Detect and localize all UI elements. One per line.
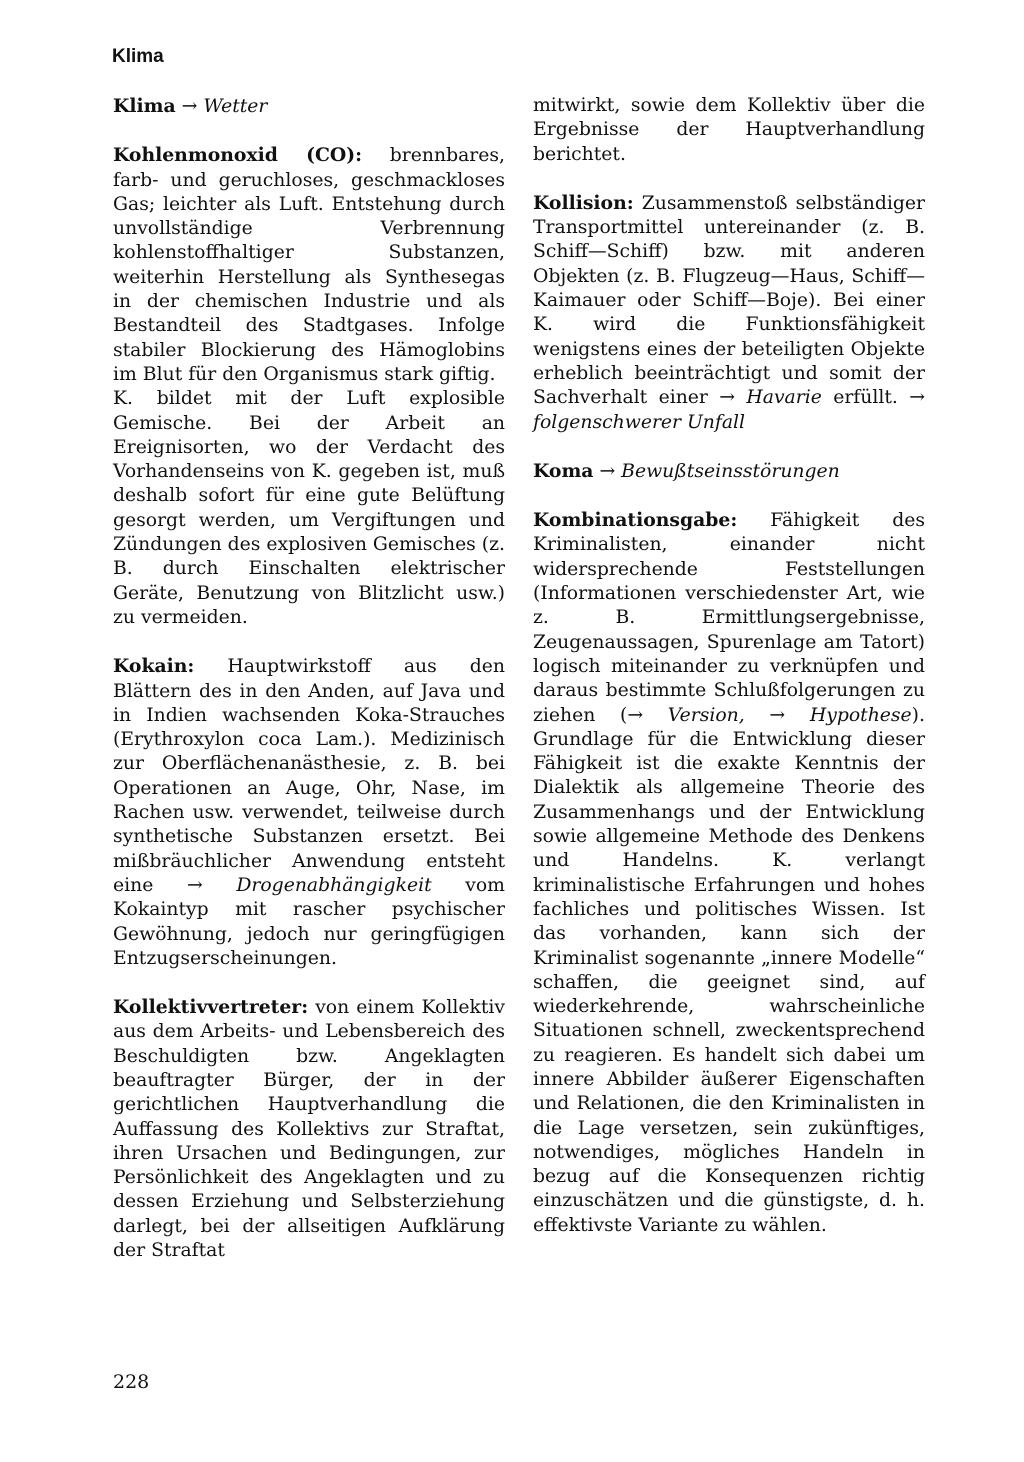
entry-kokain-text-2: vom Kokaintyp mit rascher psychischer Gewöhnung, jedoch nur geringfügigen Entzugserscheinungen. [113, 874, 505, 969]
entry-kollision-text-2: erfüllt. [821, 387, 910, 409]
right-column [533, 94, 925, 1262]
entry-kokain [113, 654, 505, 971]
running-head: Klima [112, 46, 164, 67]
headword-kollision: Kollision: [533, 191, 634, 214]
cross-reference-arrow: → [627, 704, 668, 726]
entry-kollektivvertreter-text [113, 995, 505, 1263]
entry-kombinationsgabe [533, 508, 925, 1238]
left-column [113, 94, 505, 1287]
headword-kohlenmonoxid: Kohlenmonoxid (CO): [113, 144, 363, 167]
headword-kollektivvertreter: Kollektivvertreter: [113, 996, 309, 1019]
cross-reference-folgenschwerer-unfall[interactable]: folgenschwerer Unfall [533, 411, 746, 433]
entry-koma [533, 459, 925, 484]
entry-kokain-text-1: Hauptwirkstoff aus den Blättern des in den Anden, auf Java und in Indien wachsenden Koka-Strauches (Erythroxylon coca Lam.). Medizinisch zur Oberflächenanästhesie, z. B. bei Operationen an Auge, Ohr, Nase, im Rachen usw. verwendet, teilweise durch synthetische Substanzen ersetzt. Bei mißbräuchlicher Anwendung entsteht eine [113, 656, 505, 896]
cross-reference-hypothese[interactable]: Hypothese [809, 704, 912, 726]
headword-klima: Klima [113, 95, 176, 117]
cross-reference-arrow: → [909, 387, 925, 409]
cross-reference-drogenabhaengigkeit[interactable]: Drogenabhängigkeit [236, 874, 432, 896]
cross-reference-arrow: → [769, 704, 810, 726]
entry-kombinationsgabe-text-2: ). Grundlage für die Entwicklung dieser Fähigkeit ist die exakte Kenntnis der Dialektik als allgemeine Theorie des Zusammenhangs und der Entwicklung sowie allgemeine Methode des Denkens und Handelns. K. verlangt kriminalistische Erfahrungen und hohes fachliches und politisches Wissen. Ist das vorhanden, kann sich der Kriminalist sogenannte „innere Modelle“ schaffen, die geeignet sind, auf wiederkehrende, wahrscheinliche Situationen schnell, zweckentsprechend zu reagieren. Es handelt sich dabei um innere Abbilder äußerer Eigenschaften und Relationen, die den Kriminalisten in die Lage versetzen, sein zukünftiges, notwendiges, mögliches Handeln in bezug auf die Konsequenzen richtig einzuschätzen und die günstigste, d. h. effektivste Variante zu wählen. [533, 704, 925, 1236]
cross-reference-arrow: → [175, 96, 204, 117]
entry-kollektivvertreter-continuation: mitwirkt, sowie dem Kollektiv über die Ergebnisse der Hauptverhandlung berichtet. [533, 95, 925, 165]
entry-kollision-text-1: Zusammenstoß selbständiger Transportmittel untereinander (z. B. Schiff—Schiff) bzw. mit anderen Objekten (z. B. Flugzeug—Haus, Schiff—Kaimauer oder Schiff—Boje). Bei einer K. wird die Funktionsfähigkeit wenigstens eines der beteiligten Objekte erheblich beeinträchtigt und somit der Sachverhalt einer [533, 192, 925, 409]
entry-klima-text [113, 94, 505, 119]
cross-reference-wetter[interactable]: Wetter [203, 96, 268, 117]
cross-reference-version[interactable]: Version, [667, 704, 745, 726]
entry-kollision [533, 191, 925, 435]
entry-klima [113, 94, 505, 119]
cross-reference-havarie[interactable]: Havarie [746, 387, 822, 409]
headword-kokain: Kokain: [113, 655, 195, 678]
entry-kollektivvertreter-text-1: von einem Kollektiv aus dem Arbeits- und Lebensbereich des Beschuldigten bzw. Angeklagten beauftragter Bürger, der in der gerichtlichen Hauptverhandlung die Auffassung des Kollektivs zur Straftat, ihren Ursachen und Bedingungen, zur Persönlichkeit des Angeklagten und zu dessen Erziehung und Selbsterziehung darlegt, bei der allseitigen Aufklärung der Straftat [113, 997, 505, 1262]
cross-reference-arrow: → [719, 387, 747, 409]
cross-reference-separator [745, 705, 770, 726]
entry-kokain-text [113, 654, 505, 971]
entry-kohlenmonoxid-text-1: brennbares, farb- und geruchloses, geschmackloses Gas; leichter als Luft. Entstehung durch unvollständige Verbrennung kohlenstoffhaltiger Substanzen, weiterhin Herstellung als Synthesegas in der chemischen Industrie und als Bestandteil des Stadtgases. Infolge stabiler Blockierung des Hämoglobins im Blut für den Organismus stark giftig. [113, 145, 505, 385]
entry-kollektivvertreter-continued [533, 94, 925, 167]
entry-kombinationsgabe-text [533, 508, 925, 1238]
entry-kohlenmonoxid [113, 143, 505, 630]
headword-koma: Koma [533, 459, 594, 482]
headword-kombinationsgabe: Kombinationsgabe: [533, 509, 738, 532]
entry-kollektivvertreter [113, 995, 505, 1263]
cross-reference-bewusstseinsstoerungen[interactable]: Bewußtseinsstörungen [621, 460, 840, 482]
entry-kohlenmonoxid-paragraph-1 [113, 143, 505, 387]
entry-kombinationsgabe-text-1: Fähigkeit des Kriminalisten, einander nicht widersprechende Feststellungen (Informationen verschiedenster Art, wie z. B. Ermittlungsergebnisse, Zeugenaussagen, Spurenlage am Tatort) logisch miteinander zu verknüpfen und daraus bestimmte Schlußfolgerungen zu ziehen ( [533, 510, 925, 726]
cross-reference-arrow: → [593, 460, 622, 482]
entry-kollision-text [533, 191, 925, 435]
entry-koma-text [533, 459, 925, 484]
cross-reference-arrow: → [186, 874, 237, 896]
page-number: 228 [113, 1371, 150, 1393]
entry-kohlenmonoxid-paragraph-2: K. bildet mit der Luft explosible Gemische. Bei der Arbeit an Ereignisorten, wo der Verdacht des Vorhandenseins von K. gegeben ist, muß deshalb sofort für eine gute Belüftung gesorgt werden, um Vergiftungen und Zündungen des explosiven Gemisches (z. B. durch Einschalten elektrischer Geräte, Benutzung von Blitzlicht usw.) zu vermeiden. [113, 388, 505, 628]
